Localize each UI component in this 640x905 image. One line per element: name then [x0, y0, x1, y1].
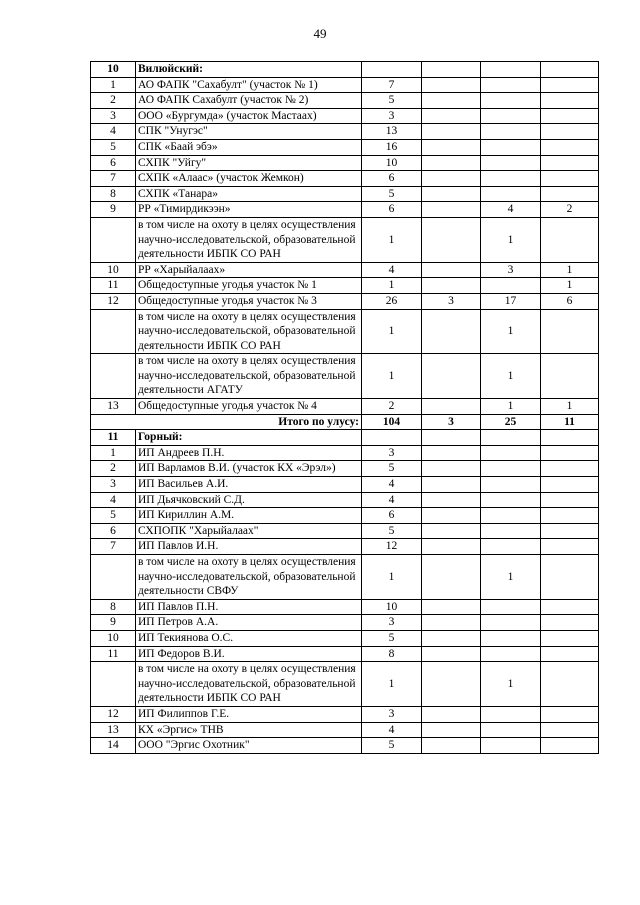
- value-cell-3: [481, 646, 541, 662]
- entity-name-cell: Общедоступные угодья участок № 3: [136, 293, 362, 309]
- entity-name-cell: ИП Кириллин А.М.: [136, 508, 362, 524]
- value-cell-3: [481, 278, 541, 294]
- sub-row: [91, 354, 599, 399]
- value-cell-2: [422, 523, 481, 539]
- value-cell-1: 5: [362, 93, 422, 109]
- entity-name-cell: ИП Дьячковский С.Д.: [136, 492, 362, 508]
- value-cell-2: [422, 202, 481, 218]
- section-header-row: [91, 430, 599, 446]
- value-cell-1: [362, 430, 422, 446]
- value-cell-3: [481, 492, 541, 508]
- value-cell-2: [422, 278, 481, 294]
- entity-name-cell: ИП Павлов И.Н.: [136, 539, 362, 555]
- table-row: [91, 124, 599, 140]
- value-cell-1: 5: [362, 630, 422, 646]
- entity-name-cell: ИП Федоров В.И.: [136, 646, 362, 662]
- value-cell-4: [541, 599, 599, 615]
- total-label: Итого по улусу:: [91, 414, 362, 430]
- table-row: [91, 171, 599, 187]
- value-cell-2: [422, 599, 481, 615]
- page-number: 49: [313, 26, 327, 41]
- value-cell-2: [422, 77, 481, 93]
- value-cell-2: [422, 615, 481, 631]
- value-cell-1: 5: [362, 738, 422, 754]
- entity-name-cell: АО ФАПК Сахабулт (участок № 2): [136, 93, 362, 109]
- value-cell-2: [422, 124, 481, 140]
- value-cell-4: [541, 646, 599, 662]
- value-cell-4: [541, 108, 599, 124]
- value-cell-3: [481, 477, 541, 493]
- value-cell-4: [541, 124, 599, 140]
- value-cell-4: [541, 186, 599, 202]
- row-number-cell: 10: [91, 62, 136, 78]
- entity-name-cell: Общедоступные угодья участок № 1: [136, 278, 362, 294]
- entity-name-cell: Общедоступные угодья участок № 4: [136, 399, 362, 415]
- value-cell-1: 26: [362, 293, 422, 309]
- value-cell-1: 2: [362, 399, 422, 415]
- value-cell-2: [422, 399, 481, 415]
- value-cell-3: [481, 523, 541, 539]
- value-cell-2: [422, 139, 481, 155]
- value-cell-1: 10: [362, 155, 422, 171]
- value-cell-1: 4: [362, 262, 422, 278]
- value-cell-4: [541, 630, 599, 646]
- value-cell-1: 7: [362, 77, 422, 93]
- row-number-cell: 5: [91, 508, 136, 524]
- value-cell-2: [422, 662, 481, 707]
- value-cell-4: [541, 171, 599, 187]
- total-row: [91, 414, 599, 430]
- table-row: [91, 262, 599, 278]
- value-cell-2: [422, 309, 481, 354]
- value-cell-3: 17: [481, 293, 541, 309]
- row-number-cell: 10: [91, 630, 136, 646]
- value-cell-2: [422, 539, 481, 555]
- table-row: [91, 523, 599, 539]
- row-number-cell: [91, 309, 136, 354]
- row-number-cell: 14: [91, 738, 136, 754]
- table-row: [91, 615, 599, 631]
- value-cell-4: 1: [541, 278, 599, 294]
- row-number-cell: 1: [91, 77, 136, 93]
- row-number-cell: 7: [91, 539, 136, 555]
- value-cell-2: [422, 108, 481, 124]
- value-cell-4: [541, 155, 599, 171]
- value-cell-4: [541, 430, 599, 446]
- entity-name-cell: в том числе на охоту в целях осуществления научно-исследовательской, образовательной деятельности ИБПК СО РАН: [136, 309, 362, 354]
- value-cell-1: 16: [362, 139, 422, 155]
- value-cell-2: [422, 93, 481, 109]
- value-cell-4: [541, 139, 599, 155]
- value-cell-4: [541, 523, 599, 539]
- value-cell-3: [481, 171, 541, 187]
- value-cell-4: [541, 461, 599, 477]
- table-row: [91, 738, 599, 754]
- row-number-cell: 5: [91, 139, 136, 155]
- entity-name-cell: РР «Тимирдикээн»: [136, 202, 362, 218]
- entity-name-cell: ООО "Эргис Охотник": [136, 738, 362, 754]
- value-cell-2: [422, 630, 481, 646]
- row-number-cell: 1: [91, 445, 136, 461]
- entity-name-cell: в том числе на охоту в целях осуществления научно-исследовательской, образовательной деятельности АГАТУ: [136, 354, 362, 399]
- row-number-cell: 4: [91, 124, 136, 140]
- table-row: [91, 539, 599, 555]
- entity-name-cell: ООО «Бургумда» (участок Мастаах): [136, 108, 362, 124]
- value-cell-1: 3: [362, 706, 422, 722]
- value-cell-4: 1: [541, 262, 599, 278]
- row-number-cell: 3: [91, 108, 136, 124]
- row-number-cell: 8: [91, 186, 136, 202]
- table-row: [91, 93, 599, 109]
- value-cell-2: [422, 430, 481, 446]
- value-cell-3: [481, 62, 541, 78]
- entity-name-cell: СПК "Унугэс": [136, 124, 362, 140]
- entity-name-cell: ИП Павлов П.Н.: [136, 599, 362, 615]
- sub-row: [91, 662, 599, 707]
- value-cell-1: 1: [362, 278, 422, 294]
- row-number-cell: 11: [91, 430, 136, 446]
- table-row: [91, 461, 599, 477]
- value-cell-2: [422, 508, 481, 524]
- table-row: [91, 139, 599, 155]
- row-number-cell: 11: [91, 278, 136, 294]
- value-cell-3: [481, 445, 541, 461]
- value-cell-4: [541, 445, 599, 461]
- value-cell-3: [481, 124, 541, 140]
- entity-name-cell: в том числе на охоту в целях осуществления научно-исследовательской, образовательной деятельности ИБПК СО РАН: [136, 217, 362, 262]
- value-cell-3: 3: [481, 262, 541, 278]
- table-row: [91, 630, 599, 646]
- value-cell-3: [481, 738, 541, 754]
- table-row: [91, 77, 599, 93]
- table-row: [91, 202, 599, 218]
- value-cell-2: [422, 445, 481, 461]
- entity-name-cell: РР «Харыйалаах»: [136, 262, 362, 278]
- entity-name-cell: ИП Петров А.А.: [136, 615, 362, 631]
- value-cell-3: [481, 186, 541, 202]
- value-cell-1: 3: [362, 108, 422, 124]
- row-number-cell: 12: [91, 293, 136, 309]
- value-cell-3: [481, 461, 541, 477]
- value-cell-3: [481, 139, 541, 155]
- value-cell-4: [541, 555, 599, 600]
- value-cell-1: 1: [362, 354, 422, 399]
- value-cell-3: 1: [481, 555, 541, 600]
- value-cell-1: 6: [362, 171, 422, 187]
- value-cell-1: 4: [362, 722, 422, 738]
- value-cell-2: [422, 738, 481, 754]
- entity-name-cell: ИП Текиянова О.С.: [136, 630, 362, 646]
- table-row: [91, 477, 599, 493]
- entity-name-cell: СХПК "Уйгу": [136, 155, 362, 171]
- table-row: [91, 293, 599, 309]
- value-cell-3: [481, 77, 541, 93]
- value-cell-4: [541, 93, 599, 109]
- value-cell-3: [481, 599, 541, 615]
- table-row: [91, 186, 599, 202]
- quota-table: [90, 61, 599, 754]
- value-cell-4: [541, 477, 599, 493]
- value-cell-1: 6: [362, 202, 422, 218]
- value-cell-2: [422, 262, 481, 278]
- row-number-cell: 13: [91, 399, 136, 415]
- entity-name-cell: в том числе на охоту в целях осуществления научно-исследовательской, образовательной деятельности ИБПК СО РАН: [136, 662, 362, 707]
- value-cell-1: 6: [362, 508, 422, 524]
- table-row: [91, 706, 599, 722]
- value-cell-3: 1: [481, 662, 541, 707]
- value-cell-4: [541, 615, 599, 631]
- value-cell-1: 3: [362, 445, 422, 461]
- row-number-cell: 2: [91, 461, 136, 477]
- value-cell-1: 4: [362, 477, 422, 493]
- row-number-cell: 11: [91, 646, 136, 662]
- row-number-cell: [91, 555, 136, 600]
- value-cell-3: [481, 108, 541, 124]
- value-cell-3: [481, 615, 541, 631]
- value-cell-2: [422, 155, 481, 171]
- entity-name-cell: в том числе на охоту в целях осуществления научно-исследовательской, образовательной деятельности СВФУ: [136, 555, 362, 600]
- entity-name-cell: СХПК «Танара»: [136, 186, 362, 202]
- value-cell-4: [541, 492, 599, 508]
- sub-row: [91, 217, 599, 262]
- table-row: [91, 492, 599, 508]
- table-row: [91, 508, 599, 524]
- row-number-cell: 12: [91, 706, 136, 722]
- entity-name-cell: ИП Филиппов Г.Е.: [136, 706, 362, 722]
- value-cell-2: [422, 217, 481, 262]
- value-cell-2: [422, 477, 481, 493]
- value-cell-2: [422, 706, 481, 722]
- sub-row: [91, 555, 599, 600]
- value-cell-1: 5: [362, 186, 422, 202]
- value-cell-2: [422, 171, 481, 187]
- value-cell-1: 4: [362, 492, 422, 508]
- value-cell-2: [422, 646, 481, 662]
- value-cell-2: [422, 186, 481, 202]
- value-cell-3: [481, 155, 541, 171]
- value-cell-1: 5: [362, 461, 422, 477]
- value-cell-1: 1: [362, 217, 422, 262]
- row-number-cell: [91, 662, 136, 707]
- value-cell-2: [422, 492, 481, 508]
- table-row: [91, 599, 599, 615]
- entity-name-cell: КХ «Эргис» ТНВ: [136, 722, 362, 738]
- value-cell-2: 3: [422, 293, 481, 309]
- value-cell-1: 1: [362, 662, 422, 707]
- value-cell-1: [362, 62, 422, 78]
- table-row: [91, 278, 599, 294]
- table-body: [91, 62, 599, 754]
- row-number-cell: 7: [91, 171, 136, 187]
- value-cell-4: [541, 706, 599, 722]
- row-number-cell: 3: [91, 477, 136, 493]
- value-cell-4: 11: [541, 414, 599, 430]
- value-cell-1: 104: [362, 414, 422, 430]
- value-cell-3: [481, 706, 541, 722]
- value-cell-4: [541, 539, 599, 555]
- entity-name-cell: Горный:: [136, 430, 362, 446]
- value-cell-4: [541, 722, 599, 738]
- value-cell-4: [541, 508, 599, 524]
- entity-name-cell: ИП Васильев А.И.: [136, 477, 362, 493]
- row-number-cell: 2: [91, 93, 136, 109]
- value-cell-3: [481, 539, 541, 555]
- value-cell-3: [481, 722, 541, 738]
- entity-name-cell: СПК «Баай эбэ»: [136, 139, 362, 155]
- value-cell-2: [422, 555, 481, 600]
- value-cell-2: 3: [422, 414, 481, 430]
- table-row: [91, 722, 599, 738]
- value-cell-3: 1: [481, 309, 541, 354]
- table-row: [91, 646, 599, 662]
- entity-name-cell: ИП Андреев П.Н.: [136, 445, 362, 461]
- value-cell-4: 2: [541, 202, 599, 218]
- value-cell-2: [422, 354, 481, 399]
- value-cell-1: 1: [362, 555, 422, 600]
- value-cell-1: 13: [362, 124, 422, 140]
- value-cell-3: 1: [481, 354, 541, 399]
- table-row: [91, 399, 599, 415]
- row-number-cell: 6: [91, 523, 136, 539]
- value-cell-1: 10: [362, 599, 422, 615]
- entity-name-cell: СХПОПК "Харыйалаах": [136, 523, 362, 539]
- row-number-cell: 10: [91, 262, 136, 278]
- value-cell-3: 4: [481, 202, 541, 218]
- entity-name-cell: СХПК «Алаас» (участок Жемкон): [136, 171, 362, 187]
- value-cell-2: [422, 722, 481, 738]
- value-cell-3: 25: [481, 414, 541, 430]
- value-cell-2: [422, 62, 481, 78]
- value-cell-1: 5: [362, 523, 422, 539]
- value-cell-3: 1: [481, 399, 541, 415]
- value-cell-1: 8: [362, 646, 422, 662]
- entity-name-cell: Вилюйский:: [136, 62, 362, 78]
- table-row: [91, 108, 599, 124]
- section-header-row: [91, 62, 599, 78]
- value-cell-3: [481, 508, 541, 524]
- value-cell-1: 3: [362, 615, 422, 631]
- row-number-cell: 9: [91, 615, 136, 631]
- value-cell-4: 1: [541, 399, 599, 415]
- sub-row: [91, 309, 599, 354]
- row-number-cell: 6: [91, 155, 136, 171]
- row-number-cell: 8: [91, 599, 136, 615]
- value-cell-4: [541, 77, 599, 93]
- value-cell-3: [481, 430, 541, 446]
- value-cell-2: [422, 461, 481, 477]
- value-cell-4: [541, 217, 599, 262]
- value-cell-3: 1: [481, 217, 541, 262]
- value-cell-4: [541, 309, 599, 354]
- row-number-cell: 9: [91, 202, 136, 218]
- value-cell-4: [541, 354, 599, 399]
- value-cell-1: 1: [362, 309, 422, 354]
- row-number-cell: 4: [91, 492, 136, 508]
- value-cell-3: [481, 93, 541, 109]
- value-cell-4: [541, 62, 599, 78]
- value-cell-3: [481, 630, 541, 646]
- entity-name-cell: ИП Варламов В.И. (участок КХ «Эрэл»): [136, 461, 362, 477]
- entity-name-cell: АО ФАПК "Сахабулт" (участок № 1): [136, 77, 362, 93]
- table-row: [91, 445, 599, 461]
- row-number-cell: [91, 354, 136, 399]
- table-row: [91, 155, 599, 171]
- row-number-cell: 13: [91, 722, 136, 738]
- value-cell-4: [541, 738, 599, 754]
- value-cell-4: 6: [541, 293, 599, 309]
- value-cell-4: [541, 662, 599, 707]
- value-cell-1: 12: [362, 539, 422, 555]
- row-number-cell: [91, 217, 136, 262]
